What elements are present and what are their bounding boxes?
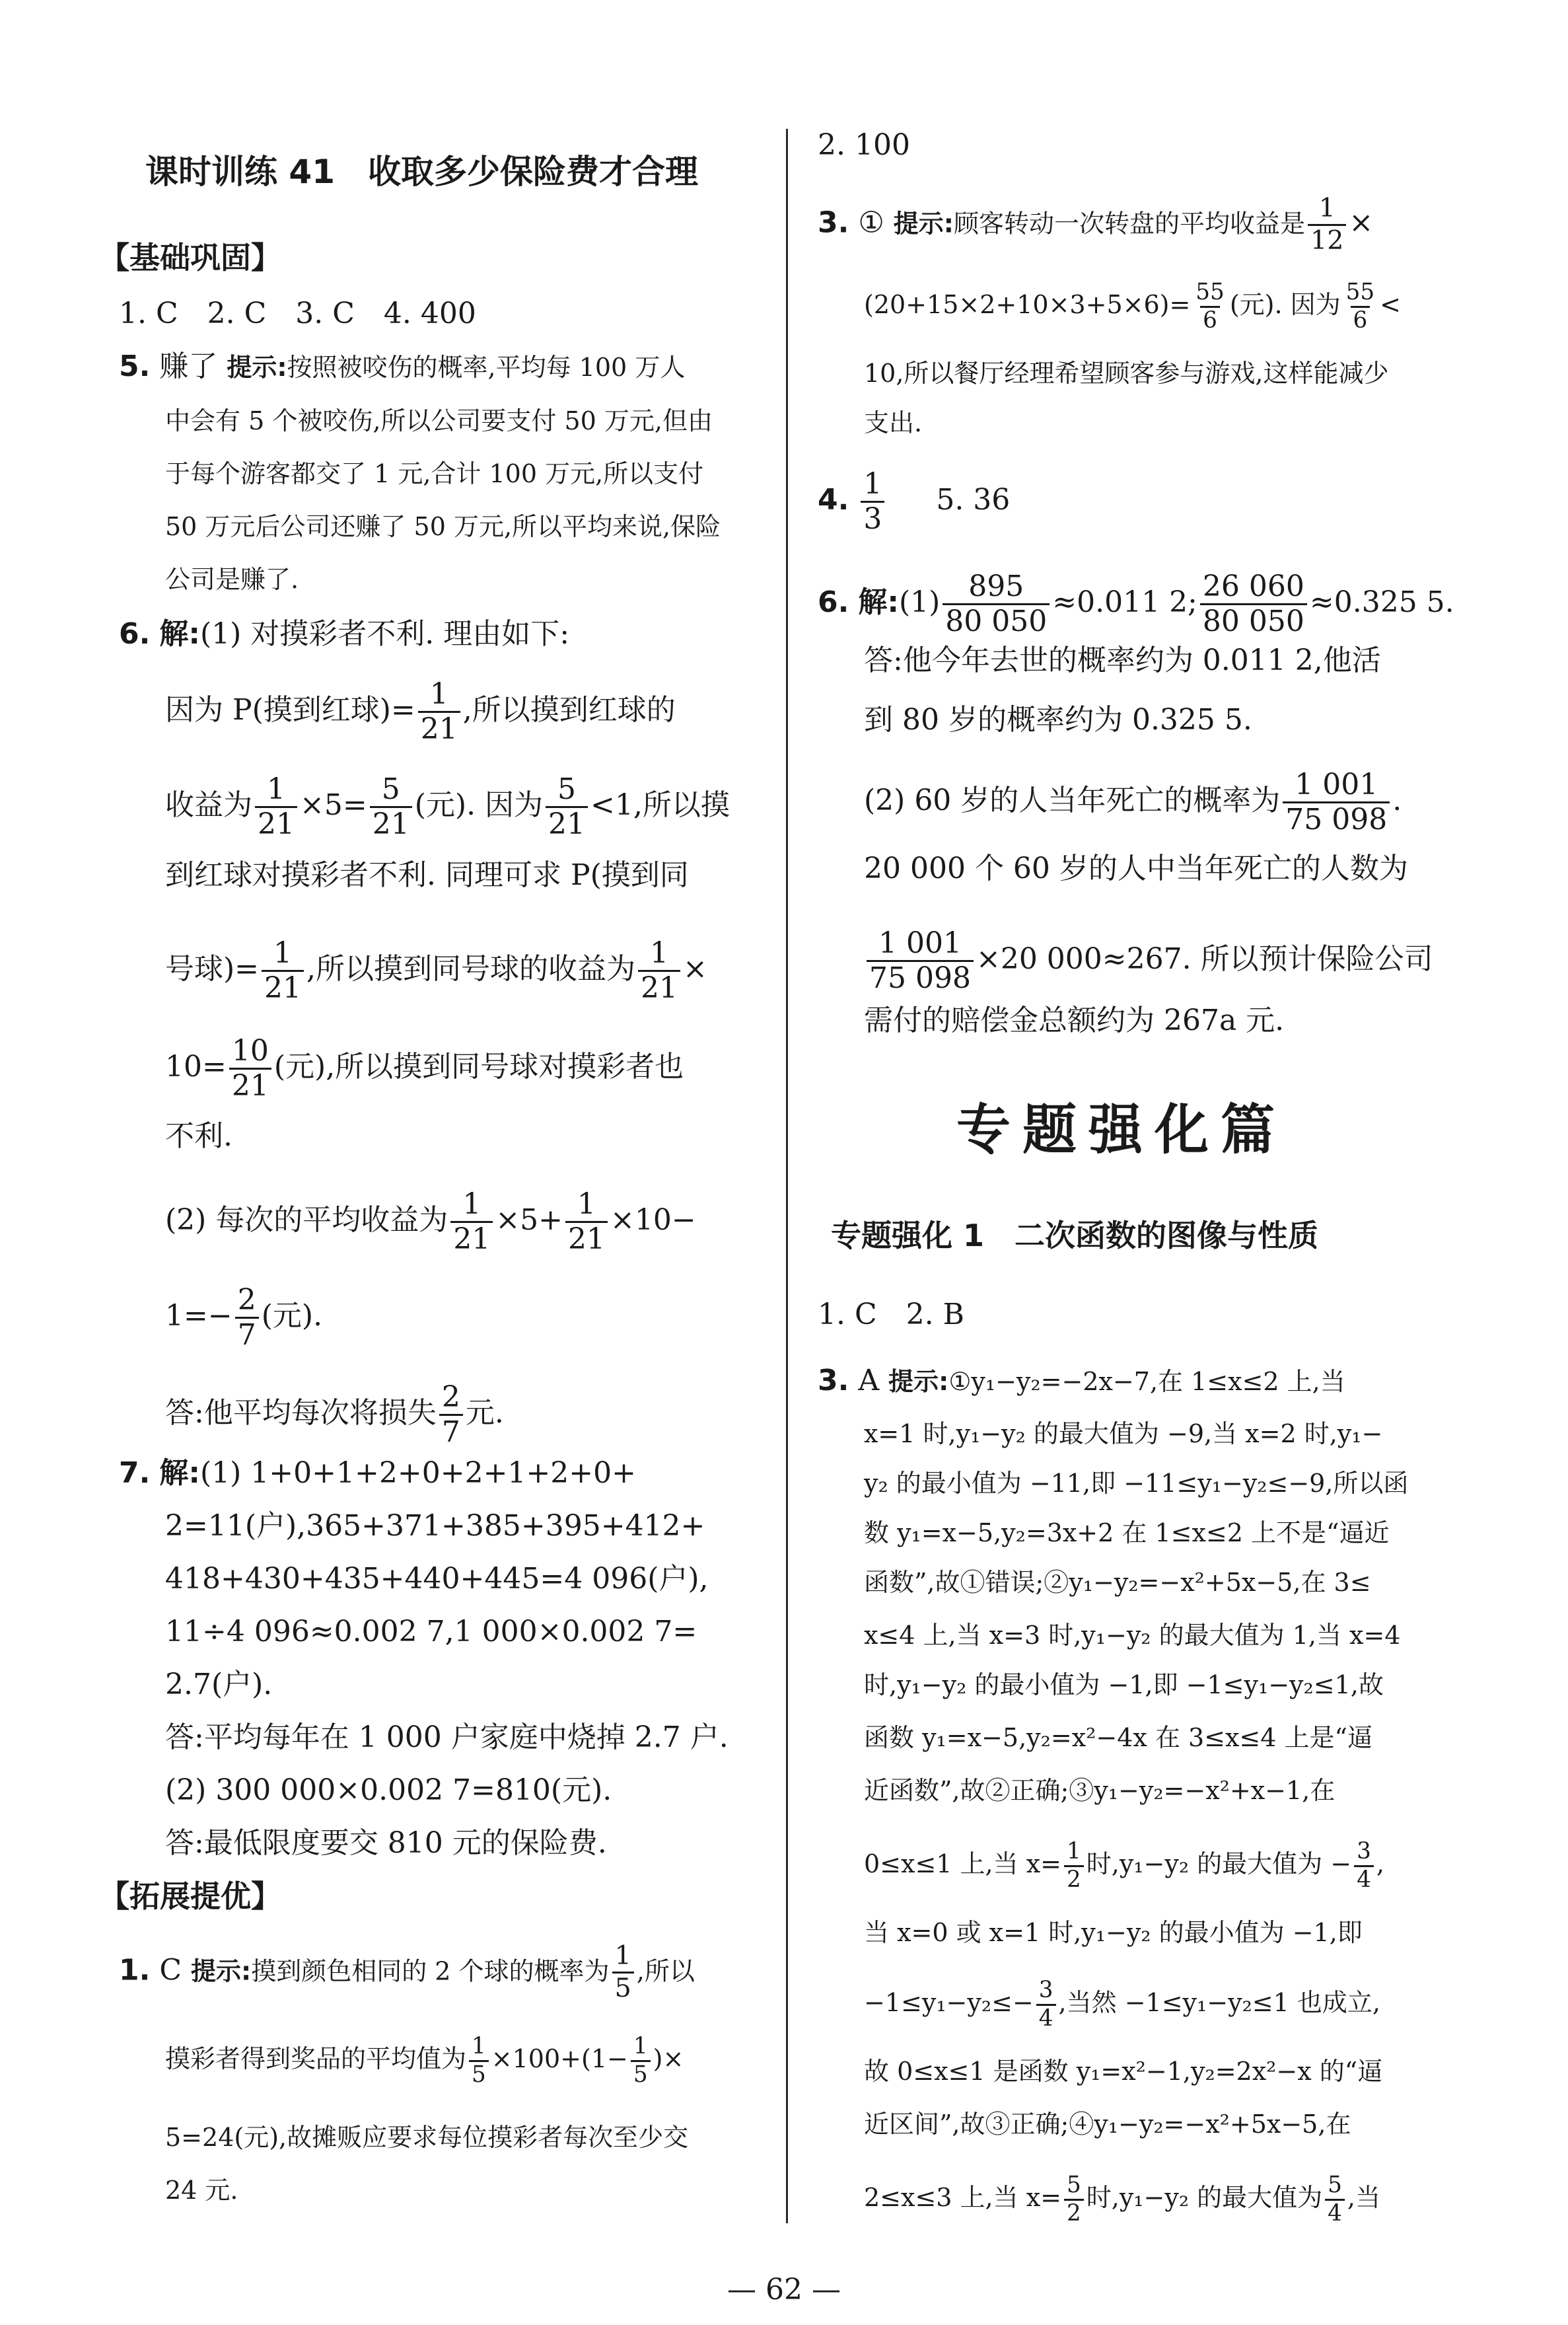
q6-line9: 1=− $\frac{2}{7}$ (元). — [165, 1283, 323, 1352]
q7-line6: 答:平均每年在 1 000 户家庭中烧掉 2.7 户. — [165, 1720, 729, 1754]
big-title: 专题强化篇 — [956, 1098, 1287, 1162]
q7-line1: 7. 解:(1) 1+0+1+2+0+2+1+2+0+ — [119, 1456, 637, 1490]
r-q6-line3: 到 80 岁的概率约为 0.325 5. — [864, 703, 1252, 737]
r-q6-line5: 20 000 个 60 岁的人中当年死亡的人数为 — [864, 852, 1408, 885]
z3-line6: x≤4 上,当 x=3 时,y₁−y₂ 的最大值为 1,当 x=4 — [864, 1621, 1401, 1650]
z3-line5: 函数”,故①错误;②y₁−y₂=−x²+5x−5,在 3≤ — [864, 1568, 1371, 1597]
z3-line4: 数 y₁=x−5,y₂=3x+2 在 1≤x≤2 上不是“逼近 — [864, 1518, 1390, 1547]
r-q6-line7: 需付的赔偿金总额约为 267a 元. — [864, 1004, 1285, 1037]
fraction-1-21: $\frac{1}{21}$ — [450, 1189, 493, 1255]
column-divider — [786, 129, 788, 2223]
z3-line12: −1≤y₁−y₂≤− $\frac{3}{4}$ ,当然 −1≤y₁−y₂≤1 也成立, — [864, 1977, 1380, 2032]
q6-line2: 因为 P(摸到红球)= $\frac{1}{21}$ ,所以摸到红球的 — [165, 677, 676, 747]
e1-line3: 5=24(元),故摊贩应要求每位摸彩者每次至少交 — [165, 2123, 689, 2152]
section-extend: 【拓展提优】 — [99, 1878, 281, 1914]
fraction-55-6: $\frac{55}{6}$ — [1195, 279, 1225, 334]
fraction-55-6: $\frac{55}{6}$ — [1345, 279, 1375, 334]
fraction-1-21: $\frac{1}{21}$ — [418, 679, 460, 745]
fraction-1-3: $\frac{1}{3}$ — [861, 469, 884, 535]
fraction-2-7: $\frac{2}{7}$ — [235, 1285, 259, 1350]
subtitle: 专题强化 1 二次函数的图像与性质 — [831, 1218, 1319, 1253]
lesson-title: 课时训练 41 收取多少保险费才合理 — [145, 153, 698, 191]
page-number: — 62 — — [727, 2273, 841, 2307]
e1-line1: 1. C 提示:摸到颜色相同的 2 个球的概率为 $\frac{1}{5}$ ,所以 — [119, 1940, 695, 2003]
q5-line2: 中会有 5 个被咬伤,所以公司要支付 50 万元,但由 — [165, 406, 713, 435]
fraction-1-21: $\frac{1}{21}$ — [262, 938, 304, 1004]
q6-line3: 收益为 $\frac{1}{21}$ ×5= $\frac{5}{21}$ (元). 因为 $\frac{5}{21}$ <1,所以摸 — [165, 772, 730, 842]
z3-line15: 2≤x≤3 上,当 x= $\frac{5}{2}$ 时,y₁−y₂ 的最大值为 $\frac{5}{4}$ ,当 — [864, 2172, 1381, 2227]
section-basic: 【基础巩固】 — [99, 240, 281, 276]
z3-line10: 0≤x≤1 上,当 x= $\frac{1}{2}$ 时,y₁−y₂ 的最大值为 − $\frac{3}{4}$ , — [864, 1838, 1384, 1893]
q7-line7: (2) 300 000×0.002 7=810(元). — [165, 1773, 612, 1807]
z3-line11: 当 x=0 或 x=1 时,y₁−y₂ 的最小值为 −1,即 — [864, 1918, 1363, 1947]
q7-line5: 2.7(户). — [165, 1668, 273, 1701]
q6-line1: 6. 解:(1) 对摸彩者不利. 理由如下: — [119, 617, 570, 651]
fraction-5-21: $\frac{5}{21}$ — [370, 774, 412, 840]
fraction-1001-75098: $\frac{1 001}{75 098}$ — [867, 928, 974, 994]
z3-line7: 时,y₁−y₂ 的最小值为 −1,即 −1≤y₁−y₂≤1,故 — [864, 1670, 1384, 1699]
q6-line7: 不利. — [165, 1119, 232, 1153]
fraction-1-5: $\frac{1}{5}$ — [631, 2035, 651, 2087]
r-q2: 2. 100 — [818, 128, 910, 162]
q6-line6: 10= $\frac{10}{21}$ (元),所以摸到同号球对摸彩者也 — [165, 1034, 684, 1103]
fraction-5-21: $\frac{5}{21}$ — [546, 774, 588, 840]
q7-line3: 418+430+435+440+445=4 096(户), — [165, 1562, 709, 1596]
z3-line9: 近函数”,故②正确;③y₁−y₂=−x²+x−1,在 — [864, 1776, 1336, 1805]
q5-line5: 公司是赚了. — [165, 565, 299, 594]
r-q3-line1: 3. ① 提示:顾客转动一次转盘的平均收益是 $\frac{1}{12}$ × — [818, 193, 1374, 256]
r-q6-line2: 答:他今年去世的概率约为 0.011 2,他活 — [864, 644, 1381, 677]
fraction-5-2: $\frac{5}{2}$ — [1064, 2174, 1084, 2226]
z3-line1: 3. A 提示:①y₁−y₂=−2x−7,在 1≤x≤2 上,当 — [818, 1364, 1345, 1397]
fraction-1-21: $\frac{1}{21}$ — [565, 1189, 608, 1255]
z3-line8: 函数 y₁=x−5,y₂=x²−4x 在 3≤x≤4 上是“逼 — [864, 1723, 1372, 1752]
fraction-1-2: $\frac{1}{2}$ — [1064, 1840, 1084, 1892]
fraction-895-80050: $\frac{895}{80 050}$ — [943, 572, 1050, 637]
z3-line3: y₂ 的最小值为 −11,即 −11≤y₁−y₂≤−9,所以函 — [864, 1469, 1409, 1498]
z-answers-1-2: 1. C 2. B — [818, 1298, 964, 1331]
fraction-3-4: $\frac{3}{4}$ — [1354, 1840, 1374, 1892]
fraction-5-4: $\frac{5}{4}$ — [1325, 2174, 1345, 2226]
r-q6-line1: 6. 解:(1) $\frac{895}{80 050}$ ≈0.011 2; $\frac{26 060}{80 050}$ ≈0.325 5. — [818, 570, 1454, 639]
fraction-10-21: $\frac{10}{21}$ — [229, 1036, 271, 1101]
fraction-3-4: $\frac{3}{4}$ — [1036, 1979, 1056, 2031]
z3-line13: 故 0≤x≤1 是函数 y₁=x²−1,y₂=2x²−x 的“逼 — [864, 2057, 1383, 2086]
q5-line4: 50 万元后公司还赚了 50 万元,所以平均来说,保险 — [165, 512, 721, 541]
answers-1-4: 1. C 2. C 3. C 4. 400 — [119, 297, 476, 330]
q7-line4: 11÷4 096≈0.002 7,1 000×0.002 7= — [165, 1615, 697, 1648]
q6-line4: 到红球对摸彩者不利. 同理可求 P(摸到同 — [165, 858, 689, 892]
r-q3-line4: 支出. — [864, 408, 923, 437]
q6-line5: 号球)= $\frac{1}{21}$ ,所以摸到同号球的收益为 $\frac{1}{21}$ × — [165, 936, 707, 1006]
r-q3-line2: (20+15×2+10×3+5×6)= $\frac{55}{6}$ (元). 因为 $\frac{55}{6}$ < — [864, 279, 1401, 334]
q5-line3: 于每个游客都交了 1 元,合计 100 万元,所以支付 — [165, 459, 704, 488]
fraction-1-21: $\frac{1}{21}$ — [255, 774, 297, 840]
fraction-26060-80050: $\frac{26 060}{80 050}$ — [1200, 572, 1307, 637]
fraction-2-7: $\frac{2}{7}$ — [439, 1382, 463, 1448]
r-q6-line6: $\frac{1 001}{75 098}$ ×20 000≈267. 所以预计保险公司 — [864, 928, 1433, 994]
q6-line10: 答:他平均每次将损失 $\frac{2}{7}$ 元. — [165, 1380, 504, 1450]
fraction-1-21: $\frac{1}{21}$ — [638, 938, 680, 1004]
e1-line2: 摸彩者得到奖品的平均值为 $\frac{1}{5}$ ×100+(1− $\frac{1}{5}$ )× — [165, 2033, 684, 2088]
z3-line2: x=1 时,y₁−y₂ 的最大值为 −9,当 x=2 时,y₁− — [864, 1419, 1383, 1448]
fraction-1-12: $\frac{1}{12}$ — [1308, 195, 1346, 254]
e1-line4: 24 元. — [165, 2176, 238, 2205]
q5-line1: 5. 赚了 提示:按照被咬伤的概率,平均每 100 万人 — [119, 350, 686, 383]
q6-line8: (2) 每次的平均收益为 $\frac{1}{21}$ ×5+ $\frac{1}{21}$ ×10− — [165, 1187, 696, 1257]
r-q3-line3: 10,所以餐厅经理希望顾客参与游戏,这样能减少 — [864, 359, 1389, 388]
q7-line8: 答:最低限度要交 810 元的保险费. — [165, 1826, 607, 1860]
q7-line2: 2=11(户),365+371+385+395+412+ — [165, 1509, 705, 1543]
r-q4-q5: 4. $\frac{1}{3}$ 5. 36 — [818, 467, 1011, 536]
r-q6-line4: (2) 60 岁的人当年死亡的概率为 $\frac{1 001}{75 098}$ . — [864, 768, 1402, 837]
fraction-1-5: $\frac{1}{5}$ — [469, 2035, 489, 2087]
fraction-1-5: $\frac{1}{5}$ — [612, 1942, 634, 2002]
fraction-1001-75098: $\frac{1 001}{75 098}$ — [1283, 770, 1390, 835]
z3-line14: 近区间”,故③正确;④y₁−y₂=−x²+5x−5,在 — [864, 2110, 1351, 2139]
